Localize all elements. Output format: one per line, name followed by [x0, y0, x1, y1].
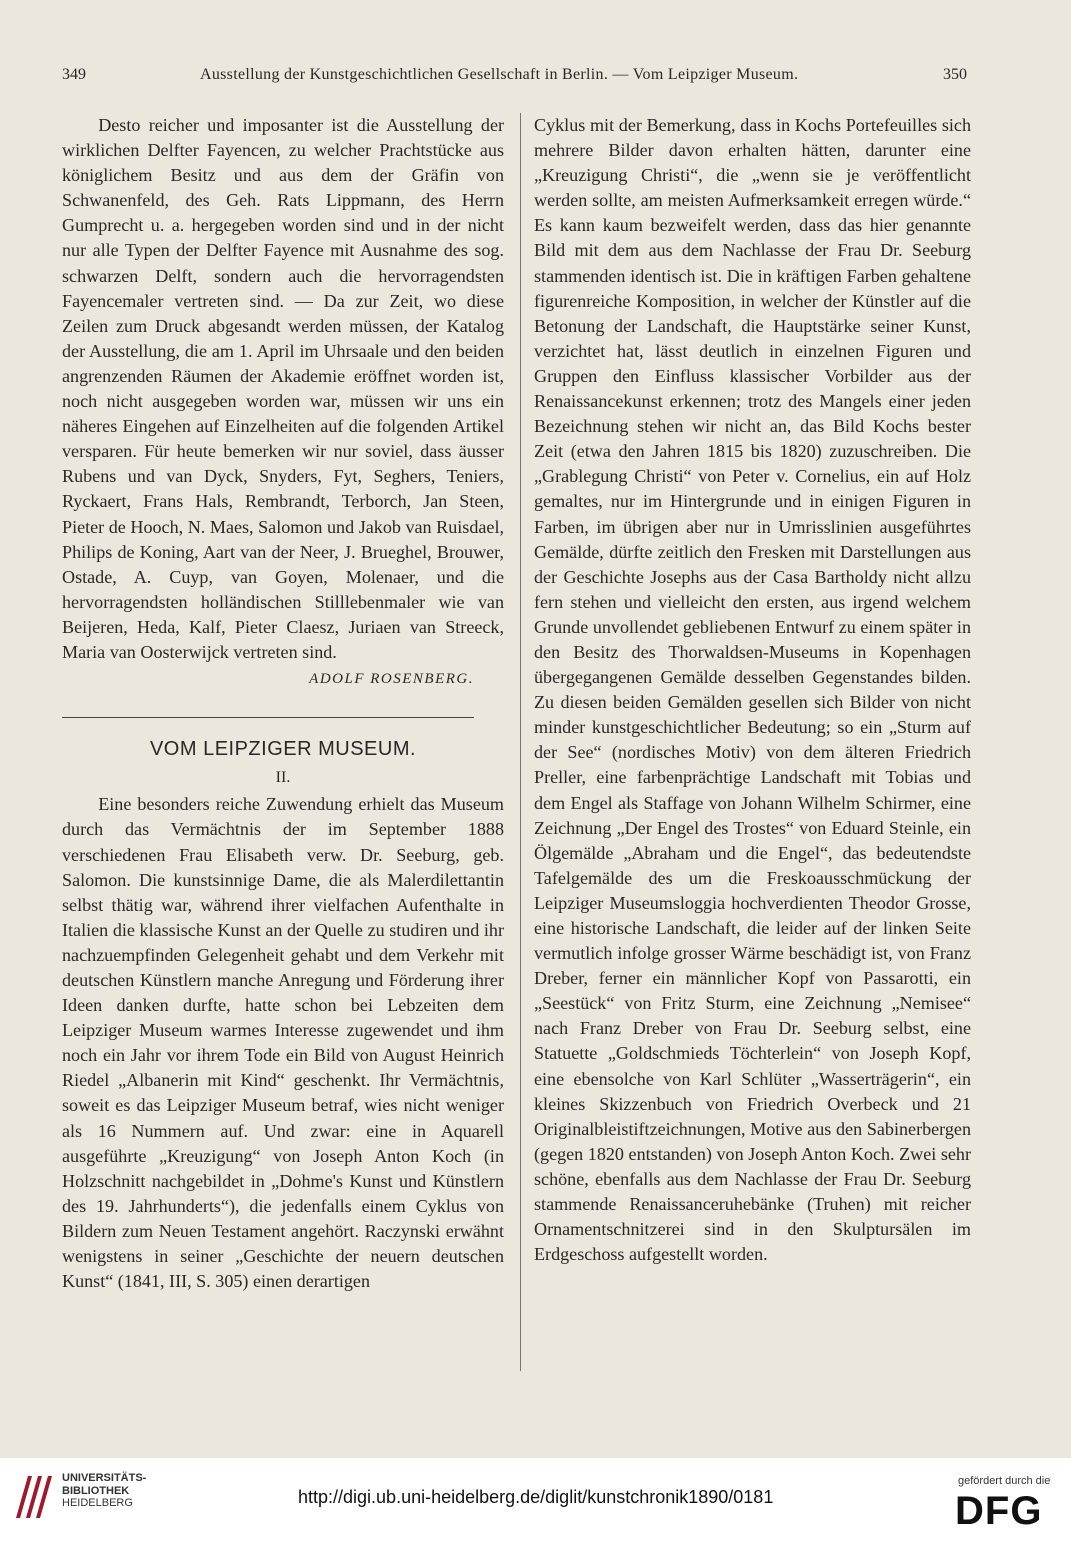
running-header	[0, 66, 1071, 90]
page-number-right: 350	[943, 66, 967, 83]
section-title: VOM LEIPZIGER MUSEUM.	[149, 738, 417, 761]
left-column	[62, 113, 504, 1294]
section-divider	[62, 717, 474, 718]
column-divider	[520, 113, 521, 1371]
section-number: II.	[275, 769, 291, 787]
library-name	[62, 1472, 146, 1510]
rosenberg-paragraph: Desto reicher und imposanter ist die Ausstellung der wirklichen Delfter Fayencen, zu welcher Prachtstücke aus königlichem Besitz und aus dem der Gräfin von Schwanenfeld, des Geh. Rats Lippmann, des Herrn Gumprecht u. a. hergegeben worden sind und in der nicht nur alle Typen der Delfter Fayence mit Ausnahme des sog. schwarzen Delft, sondern auch die hervorragendsten Fayencemaler vertreten sind. — Da zur Zeit, wo diese Zeilen zum Druck abgesandt werden müssen, der Katalog der Ausstellung, die am 1. April im Uhrsaale und den beiden angrenzenden Räumen der Akademie eröffnet worden ist, noch nicht ausgegeben worden war, müssen wir uns ein näheres Eingehen auf Einzelheiten auf die folgenden Artikel versparen. Für heute bemerken wir nur soviel, dass äusser Rubens und van Dyck, Snyders, Fyt, Seghers, Teniers, Ryckaert, Frans Hals, Rembrandt, Terborch, Jan Steen, Pieter de Hooch, N. Maes, Salomon und Jakob van Ruisdael, Philips de Koning, Aart van der Neer, J. Brueghel, Brouwer, Ostade, A. Cuyp, van Goyen, Molenaer, und die hervorragendsten holländischen Stilllebenmaler wie van Beijeren, Heda, Kalf, Pieter Claesz, Juriaen van Streeck, Maria van Oosterwijck vertreten sind.	[62, 115, 504, 662]
funded-by-label: gefördert durch die	[958, 1475, 1051, 1487]
library-name-line2: BIBLIOTHEK	[62, 1484, 130, 1497]
library-name-line1: UNIVERSITÄTS-	[62, 1472, 147, 1484]
source-url-link[interactable]: http://digi.ub.uni-heidelberg.de/diglit/kunstchronik1890/0181	[298, 1487, 774, 1507]
page-number-left: 349	[62, 66, 86, 83]
museum-paragraph-continued: Cyklus mit der Bemerkung, dass in Kochs Portefeuilles sich mehrere Bilder davon erhalten hätten, darunter eine „Kreuzigung Christi“, die „wenn sie je veröffentlicht werden sollte, am meisten Aufmerksamkeit erregen würde.“ Es kann kaum bezweifelt werden, dass das hier genannte Bild mit dem aus dem Nachlasse der Frau Dr. Seeburg stammenden identisch ist. Die in kräftigen Farben gehaltene figurenreiche Komposition, in welcher der Künstler auf die Betonung der Landschaft, die Hauptstärke seiner Kunst, verzichtet hat, lässt deutlich in einzelnen Figuren und Gruppen den Einfluss klassischer Vorbilder aus der Renaissancekunst erkennen; trotz des Mangels einer jeden Bezeichnung stehen wir nicht an, das Bild Kochs bester Zeit (etwa den Jahren 1815 bis 1820) zuzuschreiben. Die „Grablegung Christi“ von Peter v. Cornelius, ein auf Holz gemaltes, nur im Hintergrunde und in einigen Figuren in Farben, im übrigen aber nur in Umrisslinien ausgeführtes Gemälde, dürfte zeitlich den Fresken mit Darstellungen aus der Geschichte Josephs aus der Casa Bartholdy nicht allzu fern stehen und vielleicht den ersten, aus irgend welchem Grunde unvollendet gebliebenen Entwurf zu einem später in den Besitz des Thorwaldsen-Museums in Kopenhagen übergegangenen Gemälde desselben Gegenstandes bilden. Zu diesen beiden Gemälden gesellen sich Bilder von nicht minder kunstgeschichtlicher Bedeutung; so ein „Sturm auf der See“ (nordisches Motiv) von dem älteren Friedrich Preller, eine farbenprächtige Landschaft mit Tobias und dem Engel als Staffage von Johann Wilhelm Schirmer, eine Zeichnung „Der Engel des Trostes“ von Eduard Steinle, ein Ölgemälde „Abraham und die Engel“, das bedeutendste Tafelgemälde des um die Freskoausschmückung der Leipziger Museumsloggia hochverdienten Theodor Grosse, eine historische Landschaft, die leider auf der linken Seite vermutlich infolge grosser Wärme beschädigt ist, von Franz Dreber, ferner ein männlicher Kopf von Passarotti, ein „Seestück“ von Fritz Sturm, eine Zeichnung „Nemisee“ nach Franz Dreber von Frau Dr. Seeburg selbst, eine Statuette „Goldschmieds Töchterlein“ von Joseph Kopf, eine ebensolche von Karl Schlüter „Wasserträgerin“, ein kleines Skizzenbuch von Friedrich Overbeck und 21 Originalbleistiftzeichnungen, Motive aus den Sabinerbergen (gegen 1820 entstanden) von Joseph Anton Koch. Zwei sehr schöne, ebenfalls aus dem Nachlasse der Frau Dr. Seeburg stammende Renaissanceruhebänke (Truhen) mit reicher Ornamentschnitzerei sind in den Skulptursälen im Erdgeschoss aufgestellt worden.	[534, 115, 971, 1265]
dfg-logo: DFG	[955, 1489, 1043, 1533]
university-library-logo-icon	[10, 1472, 54, 1522]
footer-bar	[0, 1458, 1071, 1542]
museum-paragraph-start: Eine besonders reiche Zuwendung erhielt das Museum durch das Vermächtnis der im September 1888 verschiedenen Frau Elisabeth verw. Dr. Seeburg, geb. Salomon. Die kunstsinnige Dame, die als Malerdilettantin selbst thätig war, während ihrer vielfachen Aufenthalte in Italien die klassische Kunst an der Quelle zu studiren und ihr nachzuempfinden Gelegenheit gehabt und dem Verkehr mit deutschen Künstlern manche Anregung und Förderung ihrer Ideen danken durfte, hatte schon bei Lebzeiten dem Leipziger Museum warmes Interesse zugewendet und ihm noch ein Jahr vor ihrem Tode ein Bild von August Heinrich Riedel „Albanerin mit Kind“ geschenkt. Ihr Vermächtnis, soweit es das Leipziger Museum betraf, wies nicht weniger als 16 Nummern auf. Und zwar: eine in Aquarell ausgeführte „Kreuzigung“ von Joseph Anton Koch (in Holzschnitt nachgebildet in „Dohme's Kunst und Künstlern des 19. Jahrhunderts“), die jedenfalls einem Cyklus von Bildern zum Neuen Testament angehört. Raczynski erwähnt wenigstens in seiner „Geschichte der neuern deutschen Kunst“ (1841, III, S. 305) einen derartigen	[62, 794, 504, 1292]
right-column	[534, 113, 971, 1267]
library-name-line3: HEIDELBERG	[62, 1497, 133, 1509]
running-title: Ausstellung der Kunstgeschichtlichen Gesellschaft in Berlin. — Vom Leipziger Museum.	[200, 66, 799, 83]
author-signature: ADOLF ROSENBERG.	[309, 671, 474, 688]
